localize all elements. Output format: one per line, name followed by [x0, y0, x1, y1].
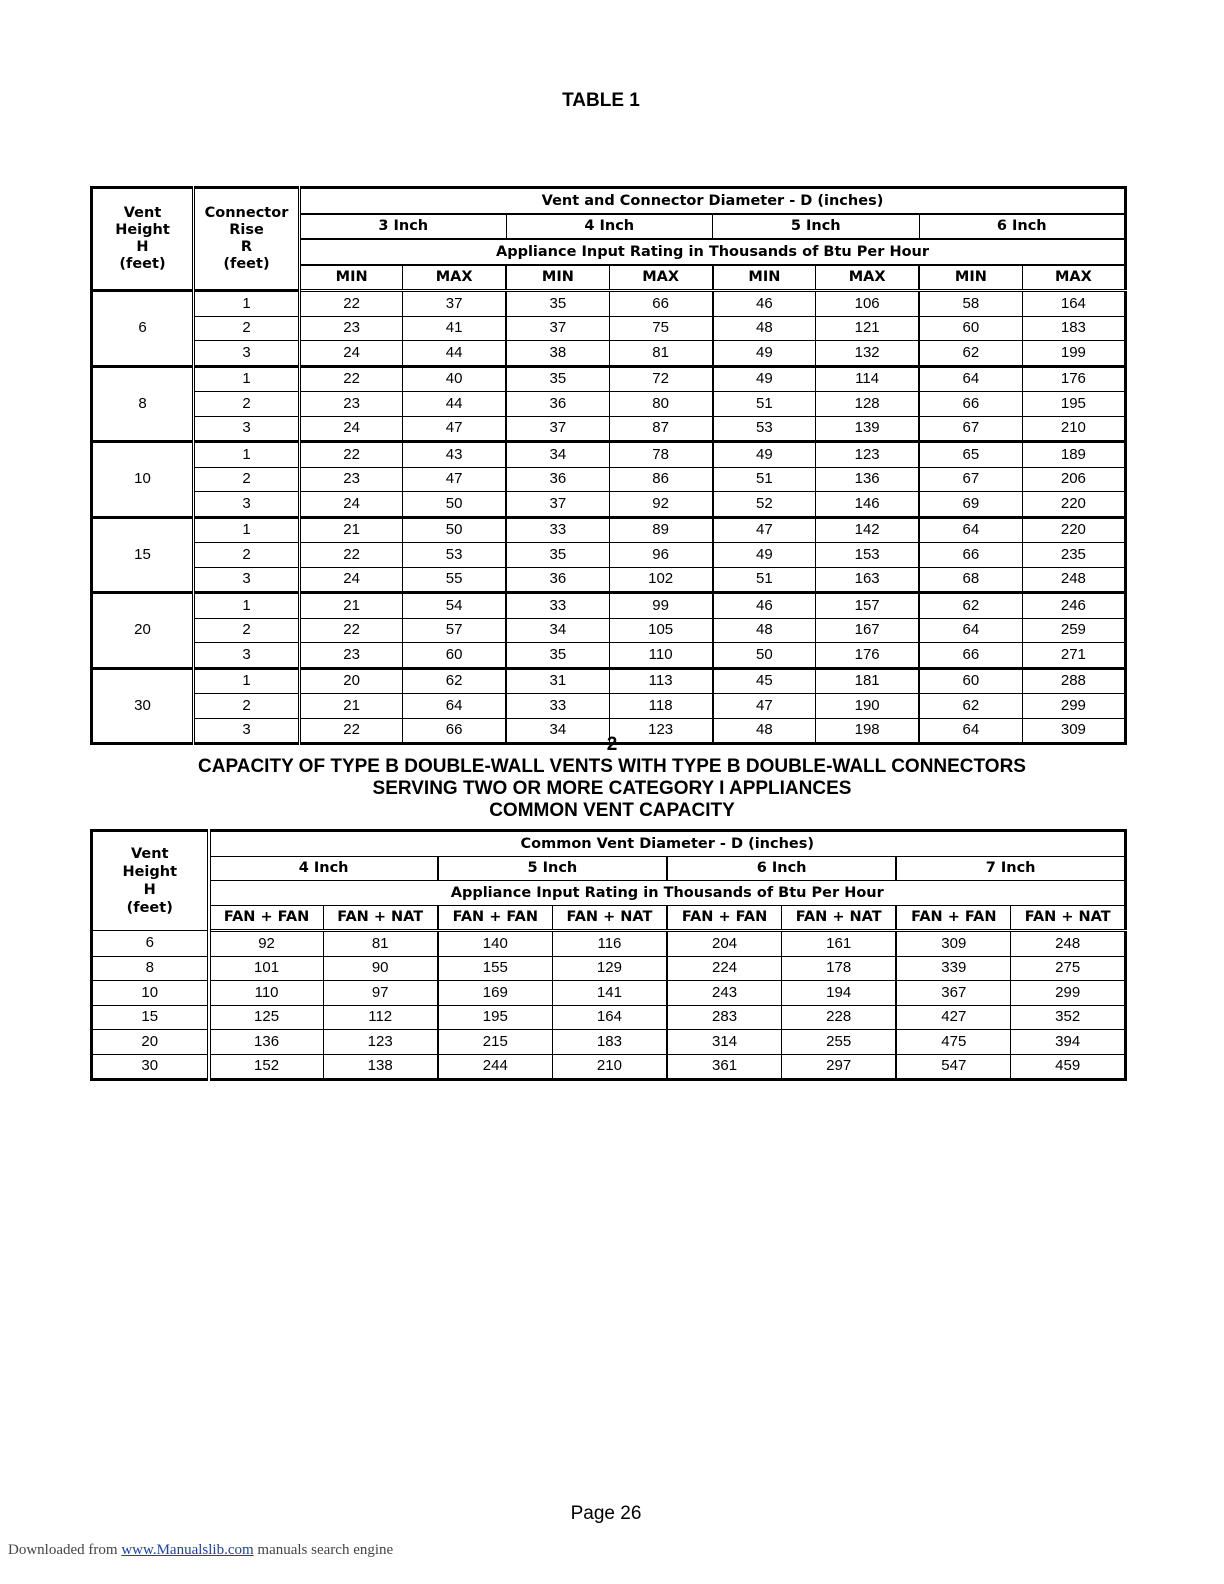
table-cell: 45: [713, 668, 816, 694]
table-cell: 38: [506, 341, 609, 367]
footer-prefix: Downloaded from: [8, 1542, 122, 1558]
table-cell: 48: [713, 316, 816, 341]
table-row: [92, 416, 1126, 442]
table-cell: 31: [506, 668, 609, 694]
table-cell: 46: [713, 593, 816, 619]
table-cell: 248: [1011, 931, 1126, 957]
table-cell: 228: [782, 1005, 897, 1030]
table-cell: 90: [323, 956, 438, 981]
table-cell: 195: [438, 1005, 553, 1030]
table-cell: 24: [300, 341, 403, 367]
table-cell: 246: [1022, 593, 1125, 619]
connector-rise-cell: 2: [194, 392, 300, 417]
table-cell: 183: [552, 1030, 667, 1055]
table-cell: 164: [1022, 291, 1125, 317]
table-cell: 24: [300, 567, 403, 593]
table-cell: 21: [300, 694, 403, 719]
table1-title: TABLE 1: [562, 90, 640, 111]
table-cell: 34: [506, 718, 609, 744]
table-row: [92, 517, 1126, 543]
table-cell: 78: [609, 442, 712, 468]
table-cell: 21: [300, 593, 403, 619]
vent-height-cell: 20: [92, 1030, 209, 1055]
max-header: MAX: [816, 265, 919, 291]
page-number: Page 26: [570, 1503, 642, 1524]
table-cell: 153: [816, 543, 919, 568]
table-cell: 49: [713, 341, 816, 367]
connector-rise-cell: 3: [194, 416, 300, 442]
table-row: [92, 467, 1126, 492]
table-cell: 123: [816, 442, 919, 468]
table-cell: 64: [919, 366, 1022, 392]
table-cell: 220: [1022, 517, 1125, 543]
table-cell: 118: [609, 694, 712, 719]
table-cell: 255: [782, 1030, 897, 1055]
table-cell: 48: [713, 618, 816, 643]
table-cell: 199: [1022, 341, 1125, 367]
vent-height-cell: 10: [92, 442, 194, 518]
table-cell: 136: [209, 1030, 324, 1055]
size-header: 4 Inch: [209, 856, 438, 881]
min-header: MIN: [919, 265, 1022, 291]
table-cell: 105: [609, 618, 712, 643]
table-cell: 50: [403, 492, 506, 518]
table-cell: 139: [816, 416, 919, 442]
size-header: 3 Inch: [300, 214, 507, 240]
diameter-header: Vent and Connector Diameter - D (inches): [300, 188, 1126, 214]
fan-nat-header: FAN + NAT: [552, 905, 667, 931]
vent-height-cell: 30: [92, 668, 194, 744]
table-cell: 47: [403, 467, 506, 492]
table-cell: 189: [1022, 442, 1125, 468]
table-cell: 54: [403, 593, 506, 619]
table-cell: 23: [300, 643, 403, 669]
table-row: [92, 366, 1126, 392]
size-header: 6 Inch: [667, 856, 896, 881]
table-cell: 129: [552, 956, 667, 981]
vent-height-cell: 6: [92, 931, 209, 957]
table-cell: 244: [438, 1054, 553, 1080]
connector-rise-cell: 2: [194, 694, 300, 719]
manualslib-link[interactable]: www.Manualslib.com: [121, 1542, 254, 1558]
table-cell: 34: [506, 442, 609, 468]
connector-rise-cell: 2: [194, 618, 300, 643]
table-cell: 190: [816, 694, 919, 719]
table-cell: 62: [919, 341, 1022, 367]
fan-fan-header: FAN + FAN: [209, 905, 324, 931]
connector-rise-cell: 3: [194, 492, 300, 518]
table-cell: 142: [816, 517, 919, 543]
table-cell: 155: [438, 956, 553, 981]
table-row: [92, 492, 1126, 518]
table-cell: 89: [609, 517, 712, 543]
table-cell: 112: [323, 1005, 438, 1030]
table-row: [92, 567, 1126, 593]
table-cell: 297: [782, 1054, 897, 1080]
table-row: [92, 593, 1126, 619]
connector-rise-cell: 2: [194, 467, 300, 492]
vent-height-cell: 6: [92, 291, 194, 367]
table-cell: 43: [403, 442, 506, 468]
table-cell: 23: [300, 392, 403, 417]
table-cell: 110: [609, 643, 712, 669]
table2-title-line: CAPACITY OF TYPE B DOUBLE-WALL VENTS WITH TYPE B DOUBLE-WALL CONNECTORS: [198, 756, 1026, 777]
table-cell: 547: [896, 1054, 1011, 1080]
table-cell: 367: [896, 981, 1011, 1006]
table2-number: 2: [606, 734, 618, 755]
table-cell: 64: [919, 718, 1022, 744]
table-cell: 81: [609, 341, 712, 367]
size-header: 4 Inch: [506, 214, 713, 240]
table-cell: 195: [1022, 392, 1125, 417]
table-cell: 110: [209, 981, 324, 1006]
max-header: MAX: [403, 265, 506, 291]
table-cell: 68: [919, 567, 1022, 593]
table-cell: 51: [713, 567, 816, 593]
table-cell: 194: [782, 981, 897, 1006]
table-cell: 23: [300, 467, 403, 492]
table-cell: 167: [816, 618, 919, 643]
table-cell: 49: [713, 442, 816, 468]
table-row: [92, 668, 1126, 694]
table-cell: 35: [506, 543, 609, 568]
table-cell: 34: [506, 618, 609, 643]
input-rating-header: Appliance Input Rating in Thousands of Btu Per Hour: [209, 881, 1126, 906]
table-cell: 22: [300, 718, 403, 744]
connector-rise-cell: 1: [194, 442, 300, 468]
table-cell: 271: [1022, 643, 1125, 669]
table-cell: 60: [919, 668, 1022, 694]
table-cell: 427: [896, 1005, 1011, 1030]
table-cell: 215: [438, 1030, 553, 1055]
table-cell: 62: [919, 694, 1022, 719]
table-cell: 23: [300, 316, 403, 341]
table-row: [92, 1030, 1126, 1055]
table-cell: 64: [403, 694, 506, 719]
table-cell: 22: [300, 618, 403, 643]
table-cell: 132: [816, 341, 919, 367]
table-cell: 140: [438, 931, 553, 957]
table-row: [92, 1005, 1126, 1030]
size-header: 6 Inch: [919, 214, 1126, 240]
table-cell: 309: [896, 931, 1011, 957]
table-cell: 152: [209, 1054, 324, 1080]
table-cell: 60: [919, 316, 1022, 341]
max-header: MAX: [609, 265, 712, 291]
table-row: [92, 543, 1126, 568]
min-header: MIN: [713, 265, 816, 291]
table-cell: 37: [403, 291, 506, 317]
table-cell: 248: [1022, 567, 1125, 593]
connector-rise-header: Connector Rise R (feet): [194, 188, 300, 291]
table-row: [92, 392, 1126, 417]
common-vent-capacity-table: [90, 829, 1127, 1081]
table-cell: 62: [403, 668, 506, 694]
table-cell: 116: [552, 931, 667, 957]
table-cell: 36: [506, 567, 609, 593]
table-cell: 176: [1022, 366, 1125, 392]
table-cell: 53: [713, 416, 816, 442]
table-cell: 459: [1011, 1054, 1126, 1080]
vent-height-cell: 15: [92, 517, 194, 593]
table-cell: 22: [300, 543, 403, 568]
vent-height-cell: 8: [92, 366, 194, 442]
fan-nat-header: FAN + NAT: [323, 905, 438, 931]
table-cell: 47: [713, 517, 816, 543]
table-cell: 220: [1022, 492, 1125, 518]
table-cell: 81: [323, 931, 438, 957]
table-cell: 92: [609, 492, 712, 518]
connector-rise-cell: 3: [194, 643, 300, 669]
vent-height-cell: 30: [92, 1054, 209, 1080]
table-cell: 123: [609, 718, 712, 744]
table-cell: 283: [667, 1005, 782, 1030]
table-cell: 176: [816, 643, 919, 669]
table-cell: 35: [506, 643, 609, 669]
table-cell: 22: [300, 366, 403, 392]
table-cell: 36: [506, 467, 609, 492]
table-cell: 99: [609, 593, 712, 619]
table-cell: 178: [782, 956, 897, 981]
table-cell: 33: [506, 517, 609, 543]
table-row: [92, 931, 1126, 957]
size-header: 5 Inch: [438, 856, 667, 881]
table-cell: 161: [782, 931, 897, 957]
table-cell: 164: [552, 1005, 667, 1030]
table-cell: 339: [896, 956, 1011, 981]
connector-rise-cell: 2: [194, 316, 300, 341]
table-cell: 37: [506, 416, 609, 442]
fan-fan-header: FAN + FAN: [896, 905, 1011, 931]
table-cell: 288: [1022, 668, 1125, 694]
table-cell: 55: [403, 567, 506, 593]
table-cell: 21: [300, 517, 403, 543]
table-cell: 20: [300, 668, 403, 694]
table-cell: 259: [1022, 618, 1125, 643]
table-cell: 102: [609, 567, 712, 593]
table-cell: 46: [713, 291, 816, 317]
table-cell: 35: [506, 366, 609, 392]
connector-rise-cell: 2: [194, 543, 300, 568]
diameter-header: Common Vent Diameter - D (inches): [209, 831, 1126, 857]
vent-height-cell: 20: [92, 593, 194, 669]
table-cell: 67: [919, 416, 1022, 442]
table-cell: 40: [403, 366, 506, 392]
table-cell: 57: [403, 618, 506, 643]
min-header: MIN: [506, 265, 609, 291]
table-cell: 66: [919, 543, 1022, 568]
table-cell: 44: [403, 341, 506, 367]
table-cell: 121: [816, 316, 919, 341]
table-row: [92, 694, 1126, 719]
table-cell: 60: [403, 643, 506, 669]
table-cell: 44: [403, 392, 506, 417]
max-header: MAX: [1022, 265, 1125, 291]
vent-height-header: Vent Height H (feet): [92, 188, 194, 291]
table-cell: 49: [713, 366, 816, 392]
table-cell: 64: [919, 618, 1022, 643]
table-cell: 210: [552, 1054, 667, 1080]
table-cell: 183: [1022, 316, 1125, 341]
table-cell: 66: [919, 392, 1022, 417]
table-cell: 146: [816, 492, 919, 518]
table-cell: 75: [609, 316, 712, 341]
table-cell: 204: [667, 931, 782, 957]
table-row: [92, 981, 1126, 1006]
table-row: [92, 1054, 1126, 1080]
table-cell: 106: [816, 291, 919, 317]
table-cell: 128: [816, 392, 919, 417]
table-cell: 235: [1022, 543, 1125, 568]
fan-nat-header: FAN + NAT: [782, 905, 897, 931]
table-cell: 22: [300, 291, 403, 317]
table-cell: 50: [403, 517, 506, 543]
vent-capacity-table-1: [90, 186, 1127, 745]
table-row: [92, 316, 1126, 341]
connector-rise-cell: 1: [194, 517, 300, 543]
table-cell: 66: [609, 291, 712, 317]
table-cell: 41: [403, 316, 506, 341]
table-cell: 169: [438, 981, 553, 1006]
table-cell: 97: [323, 981, 438, 1006]
vent-height-cell: 10: [92, 981, 209, 1006]
table-cell: 48: [713, 718, 816, 744]
connector-rise-cell: 1: [194, 291, 300, 317]
connector-rise-cell: 3: [194, 341, 300, 367]
table-row: [92, 341, 1126, 367]
footer-suffix: manuals search engine: [253, 1542, 394, 1558]
table-cell: 125: [209, 1005, 324, 1030]
table-cell: 80: [609, 392, 712, 417]
connector-rise-cell: 3: [194, 567, 300, 593]
table-cell: 50: [713, 643, 816, 669]
table-cell: 243: [667, 981, 782, 1006]
table-cell: 138: [323, 1054, 438, 1080]
table-cell: 33: [506, 694, 609, 719]
table-cell: 67: [919, 467, 1022, 492]
table-cell: 314: [667, 1030, 782, 1055]
connector-rise-cell: 3: [194, 718, 300, 744]
table-cell: 36: [506, 392, 609, 417]
table2-title-line: SERVING TWO OR MORE CATEGORY I APPLIANCES: [372, 778, 852, 799]
table-cell: 53: [403, 543, 506, 568]
table-cell: 299: [1022, 694, 1125, 719]
table-cell: 52: [713, 492, 816, 518]
table-cell: 66: [403, 718, 506, 744]
table-cell: 33: [506, 593, 609, 619]
table-cell: 136: [816, 467, 919, 492]
table-cell: 51: [713, 467, 816, 492]
table-cell: 22: [300, 442, 403, 468]
min-header: MIN: [300, 265, 403, 291]
connector-rise-cell: 1: [194, 593, 300, 619]
fan-nat-header: FAN + NAT: [1011, 905, 1126, 931]
table-cell: 114: [816, 366, 919, 392]
table-cell: 51: [713, 392, 816, 417]
table-cell: 24: [300, 416, 403, 442]
table-cell: 49: [713, 543, 816, 568]
table-cell: 58: [919, 291, 1022, 317]
table-row: [92, 442, 1126, 468]
fan-fan-header: FAN + FAN: [438, 905, 553, 931]
table2-heading: [0, 734, 1224, 822]
table-cell: 198: [816, 718, 919, 744]
table-cell: 37: [506, 492, 609, 518]
table-cell: 64: [919, 517, 1022, 543]
vent-height-cell: 15: [92, 1005, 209, 1030]
table-row: [92, 291, 1126, 317]
table-cell: 394: [1011, 1030, 1126, 1055]
size-header: 5 Inch: [713, 214, 920, 240]
table-cell: 141: [552, 981, 667, 1006]
table-cell: 181: [816, 668, 919, 694]
table-cell: 47: [713, 694, 816, 719]
table-cell: 309: [1022, 718, 1125, 744]
table-row: [92, 956, 1126, 981]
table-cell: 87: [609, 416, 712, 442]
table-cell: 62: [919, 593, 1022, 619]
table-cell: 92: [209, 931, 324, 957]
table-cell: 72: [609, 366, 712, 392]
table-cell: 475: [896, 1030, 1011, 1055]
table-cell: 113: [609, 668, 712, 694]
table-cell: 35: [506, 291, 609, 317]
table-cell: 37: [506, 316, 609, 341]
table-cell: 123: [323, 1030, 438, 1055]
footer: [8, 1542, 393, 1559]
table-cell: 275: [1011, 956, 1126, 981]
table-cell: 69: [919, 492, 1022, 518]
table-cell: 299: [1011, 981, 1126, 1006]
table-cell: 224: [667, 956, 782, 981]
input-rating-header: Appliance Input Rating in Thousands of Btu Per Hour: [300, 239, 1126, 265]
table-row: [92, 643, 1126, 669]
table-cell: 101: [209, 956, 324, 981]
table-cell: 352: [1011, 1005, 1126, 1030]
table2-title-line: COMMON VENT CAPACITY: [489, 800, 735, 821]
table-cell: 24: [300, 492, 403, 518]
table-cell: 47: [403, 416, 506, 442]
table-cell: 163: [816, 567, 919, 593]
table-cell: 65: [919, 442, 1022, 468]
table-cell: 361: [667, 1054, 782, 1080]
connector-rise-cell: 1: [194, 668, 300, 694]
table-cell: 86: [609, 467, 712, 492]
table-row: [92, 618, 1126, 643]
connector-rise-cell: 1: [194, 366, 300, 392]
vent-height-cell: 8: [92, 956, 209, 981]
table-cell: 66: [919, 643, 1022, 669]
table-cell: 206: [1022, 467, 1125, 492]
size-header: 7 Inch: [896, 856, 1125, 881]
vent-height-header: Vent Height H (feet): [92, 831, 209, 931]
fan-fan-header: FAN + FAN: [667, 905, 782, 931]
table-cell: 157: [816, 593, 919, 619]
table-cell: 96: [609, 543, 712, 568]
table-cell: 210: [1022, 416, 1125, 442]
